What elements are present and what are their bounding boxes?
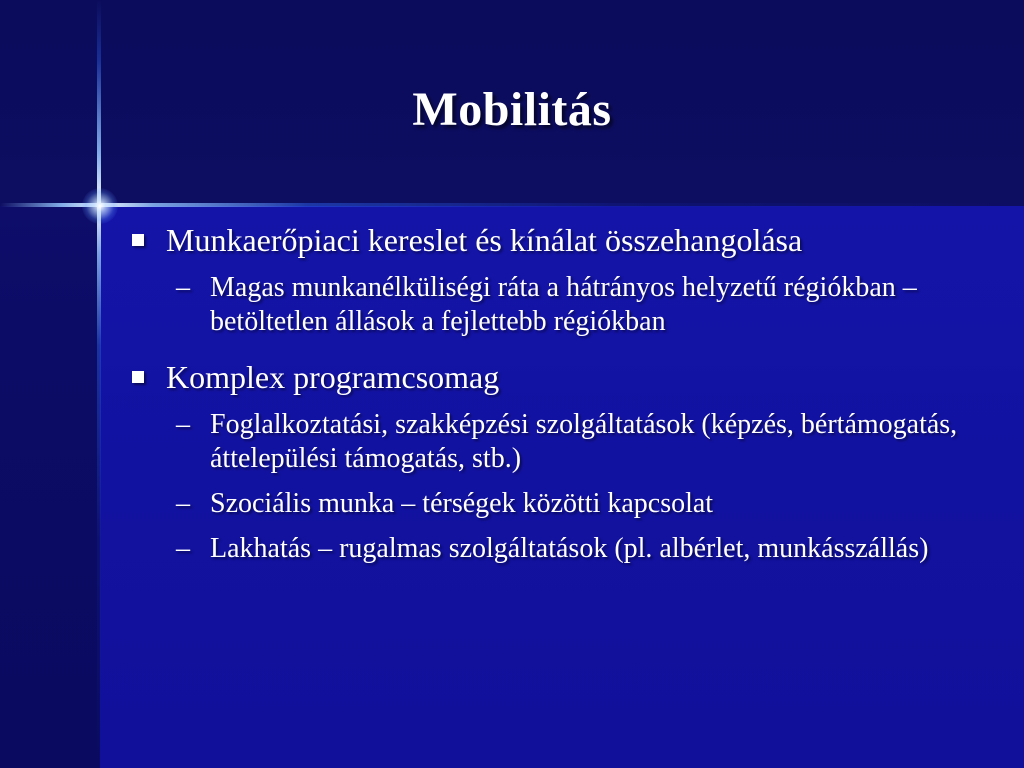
- decorative-horizontal-line: [0, 203, 1024, 207]
- bullet-item: [128, 220, 988, 260]
- sub-bullet-text: Foglalkoztatási, szakképzési szolgáltatások (képzés, bértámogatás, áttelepülési támogatás, stb.): [210, 409, 958, 474]
- bullet-item: [128, 357, 988, 397]
- sub-bullet-item: [128, 532, 988, 566]
- bullet-text: Munkaerőpiaci kereslet és kínálat összehangolása: [166, 222, 803, 258]
- square-bullet-icon: [132, 234, 144, 246]
- sub-bullet-text: Lakhatás – rugalmas szolgáltatások (pl. albérlet, munkásszállás): [210, 533, 929, 564]
- sub-bullet-text: Magas munkanélküliségi ráta a hátrányos helyzetű régiókban – betöltetlen állások a fejlettebb régiókban: [210, 272, 917, 337]
- star-flare-icon: [82, 188, 118, 224]
- slide-title: Mobilitás: [412, 83, 612, 136]
- dash-bullet: –: [176, 488, 190, 519]
- dash-bullet: –: [176, 533, 190, 564]
- dash-bullet: –: [176, 272, 190, 303]
- slide-content: [128, 212, 988, 566]
- square-bullet-icon: [132, 371, 144, 383]
- sub-bullet-item: [128, 271, 988, 339]
- bullet-text: Komplex programcsomag: [166, 359, 500, 395]
- sub-bullet-text: Szociális munka – térségek közötti kapcsolat: [210, 488, 714, 519]
- sub-bullet-item: [128, 487, 988, 521]
- sub-bullet-item: [128, 408, 988, 476]
- dash-bullet: –: [176, 409, 190, 440]
